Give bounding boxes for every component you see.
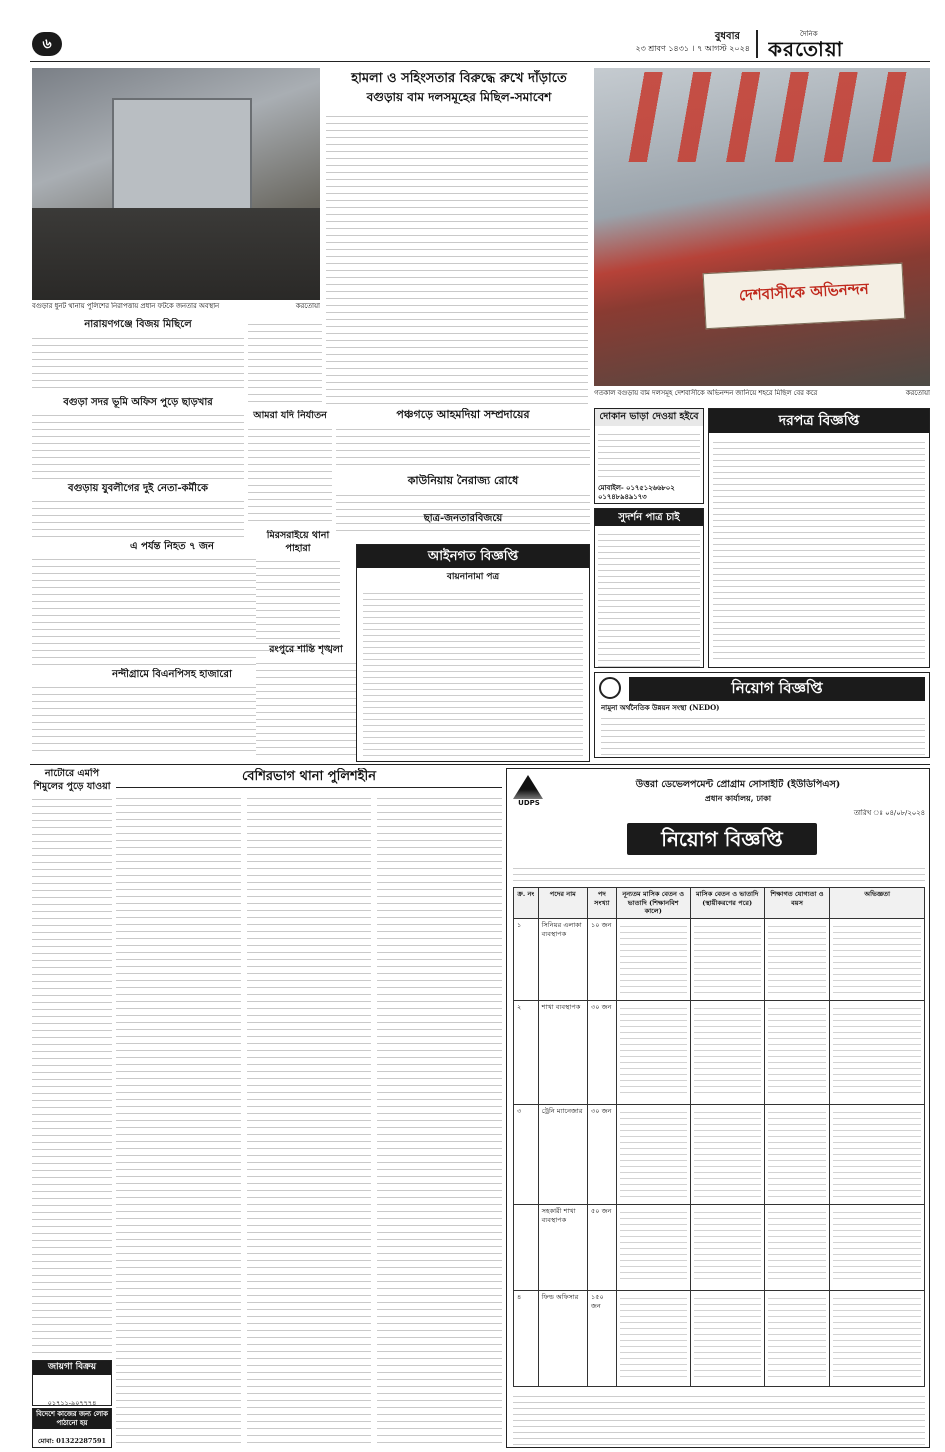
row-qual (764, 1001, 830, 1105)
row-no (514, 1205, 539, 1291)
masthead-divider (756, 30, 758, 58)
udps-logo-mark (513, 775, 543, 799)
story-1-title: নারায়ণগঞ্জে বিজয় মিছিলে (84, 319, 192, 330)
bride-wanted-title: সুদর্শন পাত্র চাই (595, 509, 703, 526)
building-gate (112, 98, 252, 218)
crowd (32, 208, 320, 300)
udps-table-wrap (513, 887, 925, 1387)
story-8-headline: কাউনিয়ায় নৈরাজ্য রোধে (407, 474, 519, 487)
story-6-headline: আমরা যদি নির্যাতন (253, 410, 327, 421)
row-count: ১৫০ জন (587, 1291, 616, 1387)
nedo-recruitment (594, 672, 930, 758)
row-count: ৩০ জন (587, 1105, 616, 1205)
story-1-body (32, 332, 244, 392)
row-salary-b (690, 1105, 764, 1205)
udps-intro (513, 863, 925, 883)
story-9-body (256, 555, 340, 640)
legal-notice-body (363, 588, 583, 760)
story-2-box (32, 396, 244, 480)
section-divider (30, 764, 930, 765)
legal-notice-title: আইনগত বিজ্ঞপ্তি (357, 545, 589, 568)
story-2-body (32, 409, 244, 479)
row-post: শাখা ব্যবস্থাপক (538, 1001, 587, 1105)
story-3-box (32, 482, 244, 538)
tender-body (713, 437, 925, 663)
row-post: সহকারী শাখা ব্যবস্থাপক (538, 1205, 587, 1291)
row-qual (764, 1105, 830, 1205)
land-sale-title: জায়গা বিক্রয় (33, 1361, 111, 1375)
story-7-headline: পঞ্চগড়ে আহমদিয়া সম্প্রদায়ের (396, 408, 530, 421)
row-no: ২ (514, 1001, 539, 1105)
udps-col-qualification: শিক্ষাগত যোগ্যতা ও বয়স (764, 888, 830, 919)
column-b-body-top (248, 318, 322, 408)
photo-right-credit: করতোয়া (905, 389, 930, 397)
legal-notice (356, 544, 590, 762)
row-salary-b (690, 1205, 764, 1291)
udps-org: উত্তরা ডেভেলপমেন্ট প্রোগ্রাম সোসাইটি (ইউডিপিএস) (635, 779, 841, 790)
story-9-box (256, 530, 340, 640)
row-no: ১ (514, 919, 539, 1001)
udps-office: প্রধান কার্যালয়, ঢাকা (704, 793, 772, 803)
udps-col-salary-probation: নূন্যতম মাসিক বেতন ও ভাতাদি (শিক্ষানবিশ কালে) (616, 888, 690, 919)
masthead (0, 0, 945, 62)
nedo-body (601, 713, 925, 757)
row-post: ফিল্ড অফিসার (538, 1291, 587, 1387)
story-7-box (336, 408, 590, 472)
lead-photo-left (32, 68, 320, 300)
row-no: ৪ (514, 1291, 539, 1387)
table-row (514, 1291, 925, 1387)
row-post: ট্রেনি ম্যানেজার (538, 1105, 587, 1205)
udps-col-count: পদ সংখ্যা (587, 888, 616, 919)
land-sale-phone: ০১৭১১-৯০৭৭৭৪ (47, 1398, 97, 1406)
row-qual (764, 919, 830, 1001)
row-exp (830, 1205, 925, 1291)
udps-col-salary-permanent: মাসিক বেতন ও ভাতাদি (স্থায়ীকরণের পরে) (690, 888, 764, 919)
story-3-headline: বগুড়ায় যুবলীগের দুই নেতা-কর্মীকে (68, 483, 208, 494)
story-13-body (32, 793, 112, 1358)
row-salary-a (616, 1205, 690, 1291)
shop-rent-phone: মোবাইল- ০১৭৫১২৬৬৮০২ ০১৭৪৮৯৪৯১৭৩ (598, 483, 675, 501)
story-13-headline: নাটোরে এমপি শিমুলের পুড়ে যাওয়া (33, 768, 111, 792)
row-qual (764, 1205, 830, 1291)
abroad-title: বিদেশে কাজের জন্য লোক পাঠানো হয় (33, 1409, 111, 1429)
story-12-col-2 (247, 792, 372, 1446)
story-4-headline: এ পর্যন্ত নিহত ৭ জন (130, 541, 214, 552)
story-7-body (336, 423, 590, 471)
table-row (514, 1105, 925, 1205)
row-qual (764, 1291, 830, 1387)
photo-right-caption: গতকাল বগুড়ায় বাম দলসমূহ দেশবাসীকে অভিনন্দন জানিয়ে শহরে মিছিল বের করে (594, 389, 818, 397)
story-6-body (248, 423, 332, 525)
bride-wanted-body (598, 529, 700, 668)
abroad-phone: মোবা: 01322287591 (37, 1436, 107, 1445)
story-12-col-3 (377, 792, 502, 1446)
row-salary-a (616, 1291, 690, 1387)
udps-title: নিয়োগ বিজ্ঞপ্তি (627, 823, 817, 855)
udps-date: তারিখ ঃ ০৪/০৮/২০২৪ (853, 809, 925, 817)
nedo-title: নিয়োগ বিজ্ঞপ্তি (629, 677, 925, 701)
story-13-box (32, 768, 112, 1358)
udps-recruitment (506, 768, 930, 1448)
lead-photo-right (594, 68, 930, 386)
table-row (514, 1205, 925, 1291)
masthead-day: বুধবার (714, 31, 740, 42)
flags (614, 72, 914, 162)
story-12-box (116, 768, 502, 1448)
story-12-col-1 (116, 792, 241, 1446)
legal-notice-subtitle: বায়নানামা পত্র (446, 572, 500, 583)
row-salary-b (690, 1291, 764, 1387)
photo-left-caption: বগুড়ার ধুনট থানায় পুলিশের নিরাপত্তায় প্রধান ফটকে জনতার অবস্থান (32, 302, 220, 310)
row-exp (830, 1001, 925, 1105)
story-10-headline: ছাত্র-জনতারবিজয়ে (423, 513, 503, 524)
lead-story-body (326, 110, 588, 406)
tender-title: দরপত্র বিজ্ঞপ্তি (709, 409, 929, 433)
row-count: ১০ জন (587, 919, 616, 1001)
paper-name: করতোয়া (768, 37, 844, 61)
masthead-date: ২৩ শ্রাবণ ১৪৩১ । ৭ আগস্ট ২০২৪ (635, 44, 750, 53)
udps-table (513, 887, 925, 1387)
shop-rent-body (598, 429, 700, 481)
udps-table-header (514, 888, 925, 919)
udps-col-no: ক্র. নং (514, 888, 539, 919)
row-salary-a (616, 1105, 690, 1205)
page-number-badge (32, 32, 62, 56)
masthead-rule (30, 61, 930, 62)
row-salary-a (616, 919, 690, 1001)
row-salary-b (690, 1001, 764, 1105)
story-2-headline: বগুড়া সদর ভূমি অফিস পুড়ে ছাড়খার (63, 397, 213, 408)
photo-left-credit: করতোয়া (295, 302, 320, 310)
udps-logo-text: UDPS (518, 799, 540, 807)
story-11-box (256, 644, 356, 758)
udps-col-post: পদের নাম (538, 888, 587, 919)
lead-headline-1: হামলা ও সহিংসতার বিরুদ্ধে রুখে দাঁড়াতে (351, 71, 567, 86)
row-exp (830, 1105, 925, 1205)
row-post: সিনিয়র এলাকা ব্যবস্থাপক (538, 919, 587, 1001)
story-11-body (256, 657, 356, 757)
udps-conditions (513, 1391, 925, 1445)
row-exp (830, 1291, 925, 1387)
paper-name-small: দৈনিক (800, 30, 818, 38)
shop-rent-title: দোকান ভাড়া দেওয়া হইবে (595, 409, 703, 426)
story-5-headline: নন্দীগ্রামে বিএনপিসহ হাজারো (112, 669, 232, 680)
row-no: ৩ (514, 1105, 539, 1205)
row-count: ৫০ জন (587, 1205, 616, 1291)
story-10-box (336, 512, 590, 542)
bride-wanted-ad (594, 508, 704, 668)
table-row (514, 1001, 925, 1105)
nedo-org: নামুনা অর্থনৈতিক উন্নয়ন সংস্থা (NEDO) (601, 703, 720, 712)
shop-rent-ad (594, 408, 704, 504)
row-exp (830, 919, 925, 1001)
land-sale-ad (32, 1360, 112, 1406)
table-row (514, 919, 925, 1001)
banner-text: দেশবাসীকে অভিনন্দন (738, 279, 870, 305)
abroad-ad (32, 1408, 112, 1448)
page-number: ৬ (42, 36, 52, 52)
protest-banner (703, 263, 906, 329)
story-3-body (32, 495, 244, 537)
story-9-headline: মিরসরাইয়ে থানা পাহারা (266, 530, 330, 554)
row-salary-a (616, 1001, 690, 1105)
story-11-headline: রংপুরে শান্তি শৃঙ্খলা (269, 644, 343, 655)
story-6-box (248, 410, 332, 526)
story-12-headline: বেশিরভাগ থানা পুলিশহীন (116, 768, 502, 788)
lead-headline-2: বগুড়ায় বাম দলসমূহের মিছিল-সমাবেশ (366, 90, 552, 104)
row-count: ৩০ জন (587, 1001, 616, 1105)
nedo-logo (599, 677, 621, 699)
tender-notice (708, 408, 930, 668)
row-salary-b (690, 919, 764, 1001)
udps-col-experience: অভিজ্ঞতা (830, 888, 925, 919)
